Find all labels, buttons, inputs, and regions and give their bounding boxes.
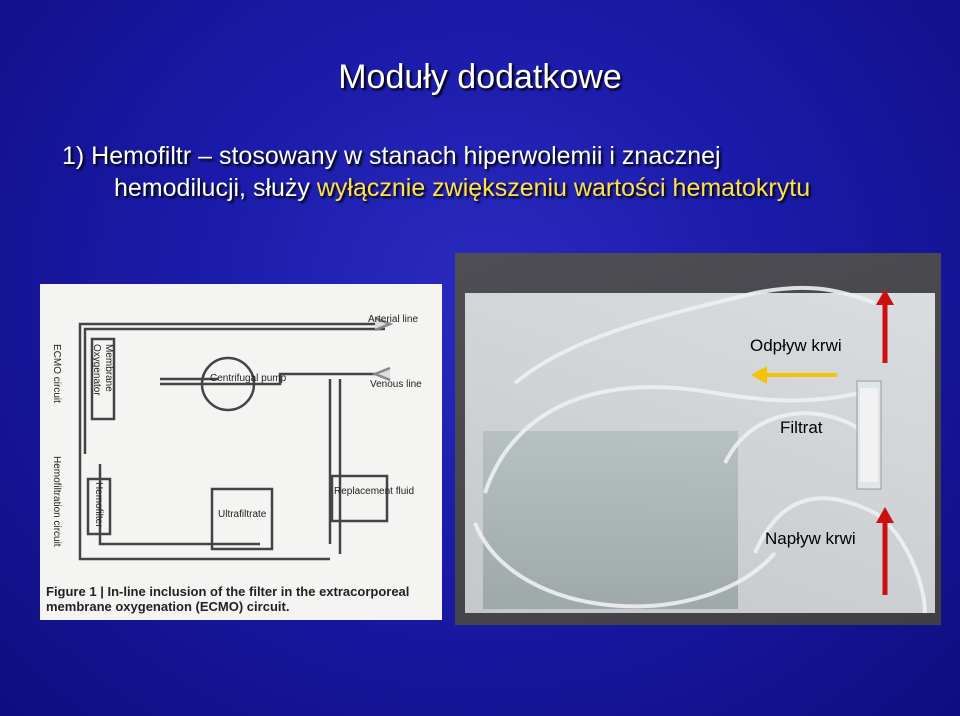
hemofilter-photo xyxy=(455,253,941,625)
figure-caption: Figure 1 | In-line inclusion of the filter in the extracorporeal membrane oxygenation (ECMO) circuit. xyxy=(46,584,410,614)
bullet-line-1: 1) Hemofiltr – stosowany w stanach hiperwolemii i znacznej xyxy=(62,142,721,170)
figure-caption-bold: Figure 1 xyxy=(46,584,97,599)
hemofilter-label: Hemofilter xyxy=(93,482,104,528)
ecmo-diagram xyxy=(40,284,442,620)
ecmo-diagram-svg xyxy=(40,284,442,620)
ecmo-circuit-label: ECMO circuit xyxy=(51,344,62,403)
slide-title: Moduły dodatkowe xyxy=(338,58,622,96)
inflow-label: Napływ krwi xyxy=(765,529,856,548)
bullet-text xyxy=(62,140,942,204)
bullet-line-2 xyxy=(62,172,942,204)
red-arrow-up-top-icon xyxy=(876,289,894,363)
outflow-label: Odpływ krwi xyxy=(750,336,842,355)
arterial-line-label: Arterial line xyxy=(368,314,419,325)
membrane-label: Membrane xyxy=(103,344,114,392)
red-arrow-up-bottom-icon xyxy=(876,507,894,595)
yellow-arrow-icon xyxy=(751,366,837,384)
replacement-fluid-label: Replacement fluid xyxy=(334,486,415,497)
venous-line-label: Venous line xyxy=(370,379,422,390)
pump-label: Centrifugal pump xyxy=(210,373,287,384)
bullet-highlight: wyłącznie zwiększeniu wartości hematokrytu xyxy=(316,174,811,202)
photo-arrows-svg xyxy=(455,253,941,625)
hemofiltration-circuit-label: Hemofiltration circuit xyxy=(51,456,62,547)
filtrate-label: Filtrat xyxy=(780,418,823,437)
figure-caption-text: In-line inclusion of the filter in the extracorporeal membrane oxygenation (ECMO) circuit. xyxy=(46,584,410,614)
bullet-line-2-start: hemodilucji, służy xyxy=(114,174,317,202)
ultrafiltrate-label: Ultrafiltrate xyxy=(218,509,267,520)
oxygenator-label: Oxygenator xyxy=(91,344,102,396)
